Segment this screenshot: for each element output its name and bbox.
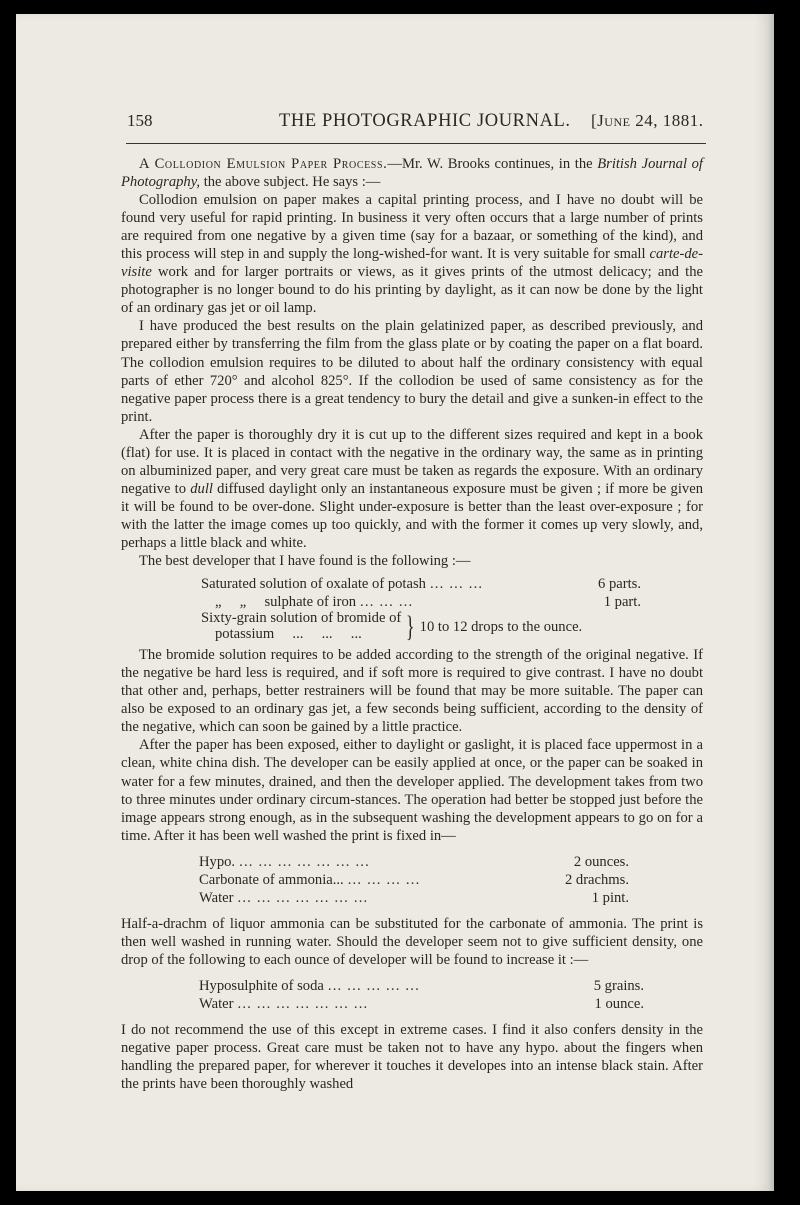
- leader-dots: ... ... ... ... ...: [327, 977, 420, 994]
- ingredient-label: Water: [199, 996, 234, 1013]
- bromide-amount: 10 to 12 drops to the ounce.: [419, 618, 583, 635]
- paragraph-6: After the paper has been exposed, either to daylight or gaslight, it is placed face uppermost in a clean, white china dish. The developer can be easily applied at once, or the paper can be soaked in water for a few minutes, drained, and then the developer applied. The development takes from two to three minutes under ordinary circum-stances. The operation had better be stopped just before the image appears strong enough, as in the subsequent washing the development appears to go on for a time. After it has been well washed the print is fixed in—: [121, 737, 703, 844]
- ingredient-amount: 5 grains.: [593, 977, 644, 994]
- paragraph-1-italic: carte-de-visite: [121, 246, 703, 281]
- ingredient-label: „ „ sulphate of iron: [215, 594, 357, 611]
- bromide-row: [201, 611, 641, 642]
- intro-text: —Mr. W. Brooks continues, in the: [387, 156, 593, 172]
- ingredient-amount: 2 drachms.: [564, 871, 629, 888]
- bromide-label-line-1: Sixty-grain solution of bromide of: [201, 610, 402, 627]
- leader-dots: ... ... ... ... ... ... ...: [239, 853, 371, 870]
- intensifier-formula: [199, 977, 644, 1013]
- paragraph-3-italic: dull: [190, 480, 213, 497]
- ingredient-label: Hypo.: [199, 853, 236, 870]
- journal-page: [16, 14, 774, 1191]
- leader-dots: ... ... ... ...: [347, 871, 421, 888]
- journal-reference: British Journal of Photography,: [121, 156, 703, 191]
- article-intro: [121, 155, 703, 191]
- paragraph-2: I have produced the best results on the plain gelatinized paper, as described previously, and prepared either by transferring the film from the glass plate or by coating the paper on a flat board. The collodion emulsion requires to be diluted to about half the ordinary consistency with equal parts of ether 720° and alcohol 825°. If the collodion be used of same consistency as for the negative paper process there is a great tendency to bury the detail and give a sunken-in effect to the print.: [121, 318, 703, 425]
- paragraph-3-text-a: After the paper is thoroughly dry it is cut up to the different sizes required and kept in a book (flat) for use. It is placed in contact with the negative in the ordinary way, the same as in printing on albuminized paper, and very great care must be taken as regards the exposure. With an ordinary negative to: [121, 426, 703, 497]
- formula-row: [199, 889, 629, 907]
- ingredient-amount: 1 part.: [603, 594, 641, 611]
- ingredient-amount: 2 ounces.: [573, 853, 629, 870]
- journal-title: THE PHOTOGRAPHIC JOURNAL.: [279, 111, 571, 131]
- leader-dots: ... ... ... ... ... ... ...: [237, 996, 369, 1013]
- formula-row: [199, 977, 644, 995]
- paragraph-5: The bromide solution requires to be added according to the strength of the original negative. If the negative be hard less is required, and if soft more is required to give contrast. I have no doubt that other and, perhaps, better restrainers will be found that may be more suitable. The paper can also be exposed to an ordinary gas jet, a few seconds being sufficient, according to the density of the negative, which can soon be gained by a little practice.: [121, 647, 703, 736]
- paragraph-1: [121, 191, 703, 317]
- paragraph-1-text-a: Collodion emulsion on paper makes a capital printing process, and I have no doubt will be found very useful for rapid printing. In business it very often occurs that a large number of prints are required from one negative by a given time (say for a bazaar, or something of the kind), and this process will step in and supply the long-wished-for want. It is very suitable for small: [121, 192, 703, 263]
- bromide-label: [201, 611, 401, 642]
- running-header: [126, 111, 706, 139]
- issue-date: [June 24, 1881.: [591, 111, 704, 130]
- curly-brace: }: [406, 609, 415, 643]
- formula-row: [199, 995, 644, 1013]
- article-body: [121, 155, 703, 1093]
- ingredient-amount: 6 parts.: [598, 576, 641, 593]
- leader-dots: ... ... ...: [429, 576, 484, 593]
- ingredient-amount: 1 ounce.: [594, 996, 644, 1013]
- paragraph-7: Half-a-drachm of liquor ammonia can be substituted for the carbonate of ammonia. The print is then well washed in running water. Should the developer seem not to give sufficient density, one drop of the following to each ounce of developer will be found to increase it :—: [121, 915, 703, 968]
- article-heading: A Collodion Emulsion Paper Process.: [139, 156, 388, 172]
- paragraph-1-text-b: work and for larger portraits or views, as it gives prints of the utmost delicacy; and the photographer is no longer bound to do his printing by daylight, as it can now be done by the light of an ordinary gas jet or oil lamp.: [121, 264, 703, 317]
- ingredient-label: Carbonate of ammonia...: [199, 871, 344, 888]
- formula-row: [199, 853, 629, 871]
- paragraph-3: [121, 426, 703, 552]
- formula-row: [201, 575, 641, 593]
- paragraph-8: I do not recommend the use of this except in extreme cases. I find it also confers density in the negative paper process. Great care must be taken not to have any hypo. about the fingers when handling the prepared paper, for wherever it touches it developes into an intense black stain. After the prints have been thoroughly washed: [121, 1022, 703, 1093]
- ingredient-label: Water: [199, 889, 234, 906]
- page-edge-shadow: [754, 14, 774, 1191]
- header-rule: [126, 143, 706, 144]
- leader-dots: ... ... ...: [360, 594, 414, 611]
- paragraph-4: The best developer that I have found is the following :—: [139, 553, 471, 570]
- formula-row: [201, 593, 641, 611]
- developer-formula: [201, 575, 641, 642]
- ingredient-amount: 1 pint.: [591, 889, 629, 906]
- formula-row: [199, 871, 629, 889]
- fixing-formula: [199, 853, 629, 907]
- ingredient-label: Saturated solution of oxalate of potash: [201, 576, 426, 593]
- ingredient-label: Hyposulphite of soda: [199, 977, 324, 994]
- leader-dots: ... ... ... ... ... ... ...: [237, 889, 369, 906]
- page-number: 158: [127, 111, 153, 130]
- intro-rest: the above subject. He says :—: [200, 174, 381, 191]
- paragraph-3-text-b: diffused daylight only an instantaneous exposure must be given ; if more be given it will be found to be over-done. Slight under-exposure is better than the least over-exposure ; for with the latter the image comes up too quickly, and with the former it comes up very slowly, and, perhaps a little black and white.: [121, 480, 703, 551]
- bromide-label-line-2: potassium ... ... ...: [215, 625, 362, 642]
